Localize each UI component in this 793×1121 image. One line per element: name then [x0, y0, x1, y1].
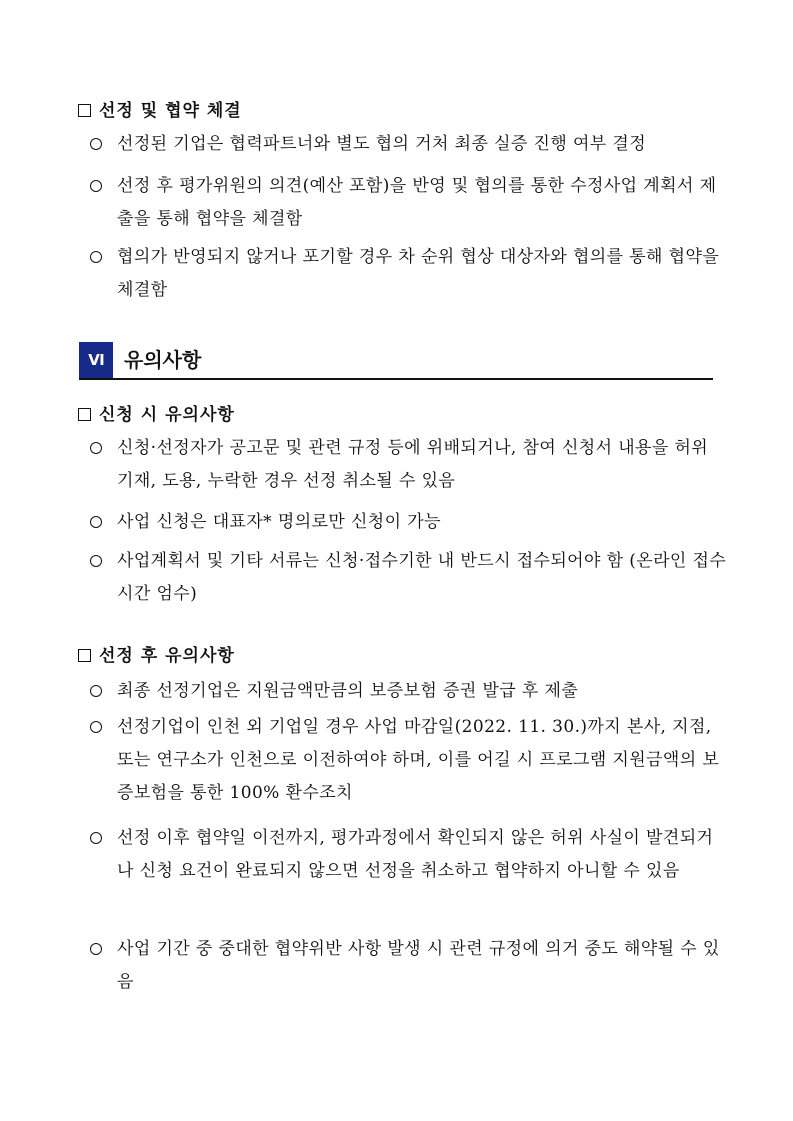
- list-item-text: 협의가 반영되지 않거나 포기할 경우 차 순위 협상 대상자와 협의를 통해 협약을 체결함: [117, 247, 720, 300]
- circle-bullet-icon: [90, 138, 102, 150]
- circle-bullet-icon: [90, 685, 102, 697]
- circle-bullet-icon: [90, 721, 102, 733]
- section-heading-text: 선정 및 협약 체결: [99, 101, 242, 121]
- chapter-heading: [79, 342, 713, 380]
- chapter-divider: [79, 378, 713, 380]
- circle-bullet-icon: [90, 442, 102, 454]
- list-item: [90, 822, 730, 888]
- circle-bullet-icon: [90, 180, 102, 192]
- circle-bullet-icon: [90, 555, 102, 567]
- section-heading-text: 신청 시 유의사항: [99, 405, 235, 425]
- circle-bullet-icon: [90, 832, 102, 844]
- list-item-text: 선정 이후 협약일 이전까지, 평가과정에서 확인되지 않은 허위 사실이 발견되거나 신청 요건이 완료되지 않으면 선정을 취소하고 협약하지 아니할 수 있음: [117, 828, 714, 881]
- list-item: [90, 432, 730, 498]
- checkbox-square-icon: [78, 104, 91, 117]
- list-item-text: 사업 기간 중 중대한 협약위반 사항 발생 시 관련 규정에 의거 중도 해약될 수 있음: [117, 939, 720, 992]
- chapter-number-badge: Ⅵ: [79, 342, 113, 378]
- circle-bullet-icon: [90, 251, 102, 263]
- list-item: [90, 506, 730, 539]
- circle-bullet-icon: [90, 516, 102, 528]
- list-item-text: 사업계획서 및 기타 서류는 신청·접수기한 내 반드시 접수되어야 함 (온라인 접수 시간 엄수): [117, 551, 727, 604]
- list-item: [90, 241, 730, 307]
- list-item-text: 선정된 기업은 협력파트너와 별도 협의 거처 최종 실증 진행 여부 결정: [117, 134, 647, 154]
- list-item: [90, 933, 730, 999]
- checkbox-square-icon: [78, 649, 91, 662]
- section-heading-text: 선정 후 유의사항: [99, 646, 235, 666]
- list-item: [90, 545, 730, 611]
- list-item: [90, 128, 730, 161]
- list-item-text: 최종 선정기업은 지원금액만큼의 보증보험 증권 발급 후 제출: [117, 681, 579, 701]
- section-heading-application: [78, 400, 235, 425]
- circle-bullet-icon: [90, 943, 102, 955]
- list-item: [90, 711, 730, 810]
- section-heading-selection: [78, 96, 242, 121]
- list-item: [90, 675, 730, 708]
- list-item-text: 선정 후 평가위원의 의견(예산 포함)을 반영 및 협의를 통한 수정사업 계획서 제출을 통해 협약을 체결함: [117, 176, 717, 229]
- list-item-text: 신청·선정자가 공고문 및 관련 규정 등에 위배되거나, 참여 신청서 내용을 허위 기재, 도용, 누락한 경우 선정 취소될 수 있음: [117, 438, 709, 491]
- list-item-text: 선정기업이 인천 외 기업일 경우 사업 마감일(2022. 11. 30.)까지 본사, 지점, 또는 연구소가 인천으로 이전하여야 하며, 이를 어길 시 프로그램 지원금액의 보증보험을 통한 100% 환수조치: [117, 717, 720, 803]
- chapter-title: 유의사항: [124, 348, 202, 372]
- list-item-text: 사업 신청은 대표자* 명의로만 신청이 가능: [117, 512, 441, 532]
- list-item: [90, 170, 730, 236]
- section-heading-post-selection: [78, 641, 235, 666]
- checkbox-square-icon: [78, 408, 91, 421]
